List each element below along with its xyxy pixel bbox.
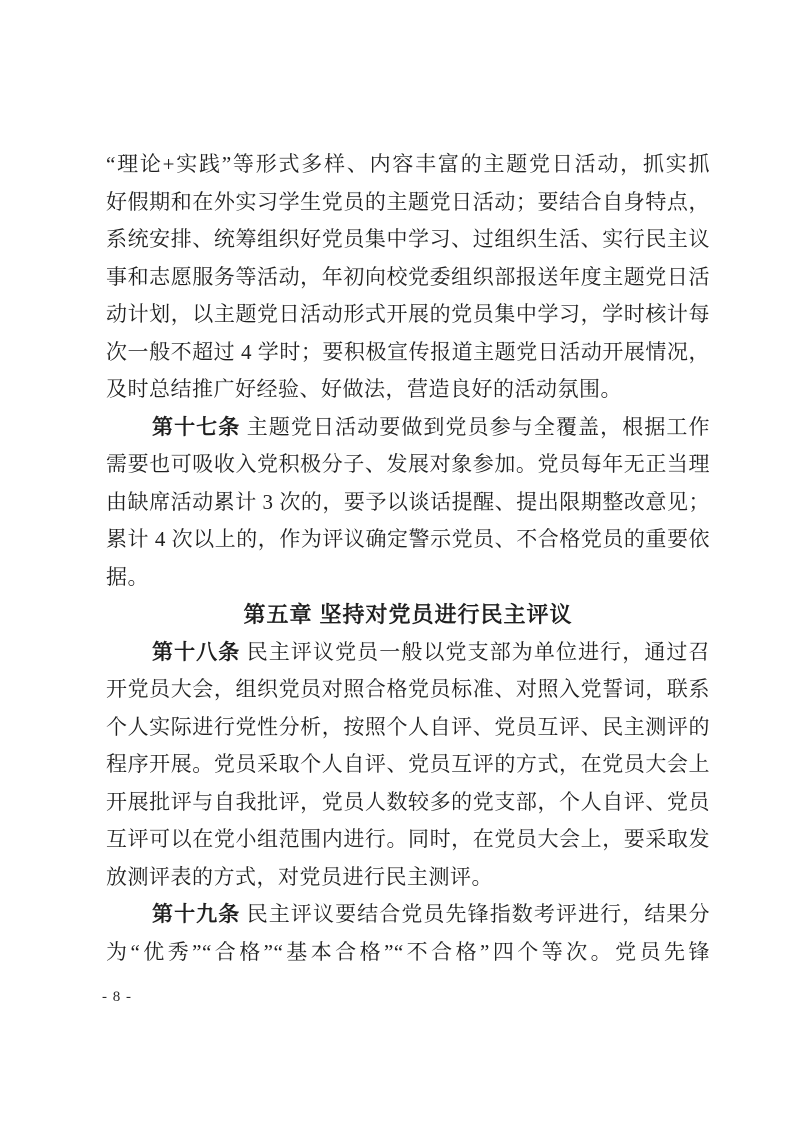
article-number: 第十八条 — [152, 639, 241, 664]
page-content — [106, 146, 710, 971]
text-line: 个人实际进行党性分析，按照个人自评、党员互评、民主测评的 — [106, 714, 710, 739]
text-line: 程序开展。党员采取个人自评、党员互评的方式，在党员大会上 — [106, 752, 710, 776]
article-line-19 — [106, 896, 710, 934]
text-line: 及时总结推广好经验、好做法，营造良好的活动氛围。 — [106, 377, 622, 401]
text-line: 事和志愿服务等活动，年初向校党委组织部报送年度主题党日活 — [106, 264, 710, 289]
article-number: 第十七条 — [152, 414, 241, 439]
page-number: - 8 - — [102, 989, 132, 1005]
article-text: 民主评议要结合党员先锋指数考评进行，结果分 — [240, 902, 710, 926]
text-line: 放测评表的方式，对党员进行民主测评。 — [106, 864, 493, 889]
text-line: 累计 4 次以上的，作为评议确定警示党员、不合格党员的重要依 — [106, 527, 710, 551]
text-line: 需要也可吸收入党积极分子、发展对象参加。党员每年无正当理 — [106, 452, 710, 476]
article-line-18 — [106, 634, 710, 672]
article-text: 主题党日活动要做到党员参与全覆盖，根据工作 — [240, 414, 710, 439]
article-line-17 — [106, 409, 710, 447]
text-line: 互评可以在党小组范围内进行。同时，在党员大会上，要采取发 — [106, 827, 710, 851]
text-line: 系统安排、统筹组织好党员集中学习、过组织生活、实行民主议 — [106, 227, 710, 251]
article-number: 第十九条 — [152, 902, 241, 926]
text-line: 开党员大会，组织党员对照合格党员标准、对照入党誓词，联系 — [106, 677, 710, 701]
text-line: “理论+实践”等形式多样、内容丰富的主题党日活动，抓实抓 — [106, 152, 710, 176]
article-text: 民主评议党员一般以党支部为单位进行，通过召 — [240, 639, 710, 664]
text-line: 据。 — [106, 564, 149, 589]
text-line: 为“优秀”“合格”“基本合格”“不合格”四个等次。党员先锋 — [106, 939, 710, 964]
text-line: 开展批评与自我批评，党员人数较多的党支部，个人自评、党员 — [106, 789, 710, 814]
chapter-heading: 第五章 坚持对党员进行民主评议 — [243, 602, 573, 627]
text-line: 好假期和在外实习学生党员的主题党日活动；要结合自身特点， — [106, 189, 710, 214]
text-line: 动计划，以主题党日活动形式开展的党员集中学习，学时核计每 — [106, 302, 710, 326]
text-line: 由缺席活动累计 3 次的，要予以谈话提醒、提出限期整改意见； — [106, 489, 710, 514]
text-line: 次一般不超过 4 学时；要积极宣传报道主题党日活动开展情况， — [106, 339, 710, 364]
